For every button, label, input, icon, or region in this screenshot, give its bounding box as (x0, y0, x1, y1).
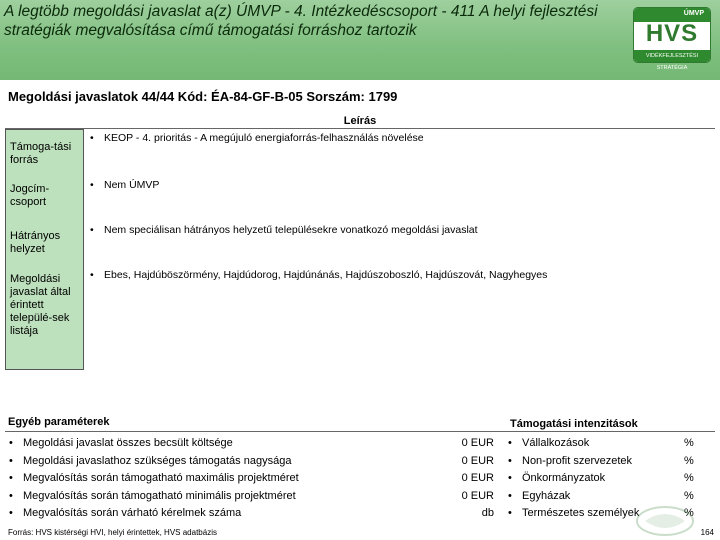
egyeb-item-value: 0 EUR (461, 490, 494, 502)
row-label-hatranyos: Hátrányos helyzet (10, 230, 61, 255)
intenzitas-item-value: % (684, 490, 694, 502)
egyeb-item: • Megvalósítás során támogatható maximális projektméret (9, 472, 299, 484)
egyeb-item: • Megvalósítás során támogatható minimális projektméret (9, 490, 296, 502)
row-value-forras: • KEOP - 4. prioritás - A megújuló energiaforrás-felhasználás növelése (90, 132, 424, 144)
intenzitas-item-value: % (684, 472, 694, 484)
intenzitas-title: Támogatási intenzitások (510, 418, 638, 430)
logo-subtitle: VIDÉKFEJLESZTÉSI STRATÉGIA (634, 50, 710, 62)
egyeb-item-value: 0 EUR (461, 472, 494, 484)
leiras-heading: Leírás (343, 115, 377, 127)
page-subtitle: Megoldási javaslatok 44/44 Kód: ÉA-84-GF-B-05 Sorszám: 1799 (8, 89, 398, 104)
watermark-logo-icon (635, 505, 695, 537)
egyeb-item-label: Megvalósítás során támogatható minimális projektméret (23, 490, 296, 502)
intenzitas-item-value: % (684, 437, 694, 449)
header-banner (0, 0, 720, 80)
intenzitas-item-label: Önkormányzatok (522, 472, 606, 484)
intenzitas-item: • Természetes személyek (508, 507, 640, 519)
intenzitas-item: • Vállalkozások (508, 437, 590, 449)
egyeb-item: • Megoldási javaslathoz szükséges támogatás nagysága (9, 455, 292, 467)
row-value-hatranyos-text: Nem speciálisan hátrányos helyzetű településekre vonatkozó megoldási javaslat (104, 224, 478, 236)
source-note: Forrás: HVS kistérségi HVI, helyi érintettek, HVS adatbázis (8, 528, 217, 537)
row-value-forras-text: KEOP - 4. prioritás - A megújuló energiaforrás-felhasználás növelése (104, 132, 424, 144)
intenzitas-item-label: Természetes személyek (522, 507, 640, 519)
hvs-logo (634, 8, 710, 71)
intenzitas-item-value: % (684, 507, 694, 519)
egyeb-title: Egyéb paraméterek (8, 416, 110, 428)
divider-bottom (5, 431, 715, 432)
egyeb-item-value: 0 EUR (461, 455, 494, 467)
egyeb-item-label: Megoldási javaslat összes becsült költsége (23, 437, 233, 449)
intenzitas-item-label: Non-profit szervezetek (522, 455, 633, 467)
intenzitas-item: • Önkormányzatok (508, 472, 606, 484)
egyeb-item: • Megvalósítás során várható kérelmek száma (9, 507, 242, 519)
divider-top (5, 128, 715, 129)
intenzitas-item-value: % (684, 455, 694, 467)
row-value-telepulesek: • Ebes, Hajdúböszörmény, Hajdúdorog, Hajdúnánás, Hajdúszoboszló, Hajdúszovát, Nagyhegyes (90, 269, 548, 281)
logo-tab-text: ÚMVP (683, 10, 704, 17)
egyeb-item-label: Megvalósítás során várható kérelmek száma (23, 507, 242, 519)
header-title: A legtöbb megoldási javaslat a(z) ÚMVP - 4. Intézkedéscsoport - 411 A helyi fejlesztési stratégiák megvalósítása című támogatási forráshoz tartozik (4, 3, 598, 39)
row-label-jogcim: Jogcím-csoport (10, 183, 50, 208)
row-value-jogcim: • Nem ÚMVP (90, 179, 160, 191)
intenzitas-item: • Egyházak (508, 490, 571, 502)
intenzitas-item-label: Egyházak (522, 490, 571, 502)
intenzitas-item: • Non-profit szervezetek (508, 455, 633, 467)
row-label-forras: Támoga-tási forrás (10, 141, 72, 166)
page-number: 164 (700, 528, 714, 537)
logo-main-text: HVS (645, 20, 699, 47)
egyeb-item: • Megoldási javaslat összes becsült költsége (9, 437, 233, 449)
intenzitas-item-label: Vállalkozások (522, 437, 590, 449)
row-value-jogcim-text: Nem ÚMVP (104, 179, 160, 191)
egyeb-item-value: 0 EUR (461, 437, 494, 449)
row-value-telepulesek-text: Ebes, Hajdúböszörmény, Hajdúdorog, Hajdúnánás, Hajdúszoboszló, Hajdúszovát, Nagyhegyes (104, 269, 548, 281)
row-label-telepulesek: Megoldási javaslat által érintett települé-sek listája (10, 273, 71, 337)
row-value-hatranyos: • Nem speciálisan hátrányos helyzetű településekre vonatkozó megoldási javaslat (90, 224, 478, 236)
egyeb-item-label: Megoldási javaslathoz szükséges támogatás nagysága (23, 455, 292, 467)
egyeb-item-label: Megvalósítás során támogatható maximális projektméret (23, 472, 299, 484)
egyeb-item-value: db (481, 507, 494, 519)
